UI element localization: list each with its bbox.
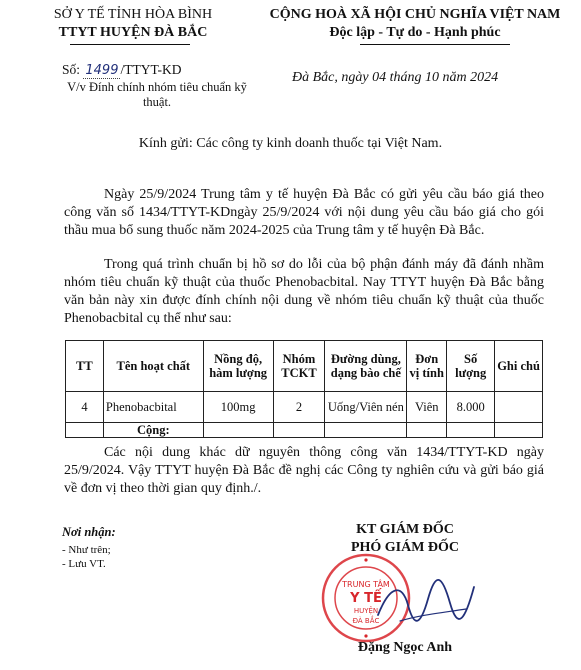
total-cell-empty: [407, 423, 447, 438]
cell-route: Uống/Viên nén: [325, 392, 407, 423]
deputy-title: PHÓ GIÁM ĐỐC: [350, 540, 460, 555]
date-line: Đà Bắc, ngày 04 tháng 10 năm 2024: [292, 70, 499, 85]
seal-top-text: TRUNG TÂM: [342, 580, 390, 589]
total-cell-empty: [325, 423, 407, 438]
cell-tt: 4: [66, 392, 104, 423]
seal-sub-text: HUYỆN: [353, 607, 379, 615]
col-header-tt: TT: [66, 341, 104, 392]
paragraph-3: Các nội dung khác dữ nguyên thông công văn 1434/TTYT-KD ngày 25/9/2024. Vậy TTYT huyện Đà Bắc đề nghị các Công ty nghiên cứu và gửi báo giá về đơn vị theo thời gian quy định./.: [64, 445, 544, 496]
recipient-item: - Lưu VT.: [62, 558, 106, 570]
issuer-block: [28, 6, 238, 42]
org-parent: SỞ Y TẾ TỈNH HÒA BÌNH: [53, 7, 213, 22]
col-header-name: Tên hoạt chất: [103, 341, 203, 392]
document-number: [62, 62, 181, 78]
total-cell-empty: [66, 423, 104, 438]
col-header-unit: Đơn vị tính: [407, 341, 447, 392]
total-cell-empty: [203, 423, 273, 438]
col-header-strength: Nồng độ, hàm lượng: [203, 341, 273, 392]
col-header-group: Nhóm TCKT: [273, 341, 325, 392]
cell-qty: 8.000: [447, 392, 495, 423]
cell-note: [495, 392, 543, 423]
seal-middle-text: Y TẾ: [350, 591, 382, 606]
handwritten-signature: [370, 565, 480, 635]
document-subject: V/v Đính chính nhóm tiêu chuẩn kỹ thuật.: [67, 80, 247, 109]
recipients-title: Nơi nhận:: [62, 525, 116, 539]
total-cell-empty: [495, 423, 543, 438]
table-row: [66, 392, 543, 423]
paragraph-2: Trong quá trình chuẩn bị hồ sơ do lỗi của bộ phận đánh máy đã đánh nhầm nhóm tiêu chuẩn kỹ thuật của thuốc Phenobacbital. Nay TTYT huyện Đà Bắc bằng văn bản này xin được đính chính nội dung về nhóm tiêu chuẩn kỹ thuật của thuốc Phenobacbital cụ thể như sau:: [64, 257, 544, 326]
so-label: Số:: [62, 62, 81, 77]
col-header-route: Đường dùng, dạng bào chế: [325, 341, 407, 392]
paragraph-1: Ngày 25/9/2024 Trung tâm y tế huyện Đà Bắc có gửi yêu cầu báo giá theo công văn số 1434/TTYT-KDngày 25/9/2024 với nội dung yêu cầu báo giá cho gói thầu mua bổ sung thuốc năm 2024-2025 của Trung tâm y tế huyện Đà Bắc.: [64, 187, 544, 238]
cell-name: Phenobacbital: [103, 392, 203, 423]
nation-title: CỘNG HOÀ XÃ HỘI CHỦ NGHĨA VIỆT NAM: [269, 7, 561, 22]
total-cell-empty: [273, 423, 325, 438]
table-header-row: [66, 341, 543, 392]
issuer-underline: [70, 44, 190, 45]
org-name: TTYT HUYỆN ĐÀ BẮC: [58, 25, 208, 40]
table-total-row: [66, 423, 543, 438]
col-header-note: Ghi chú: [495, 341, 543, 392]
col-header-qty: Số lượng: [447, 341, 495, 392]
cell-unit: Viên: [407, 392, 447, 423]
so-suffix: /TTYT-KD: [120, 62, 182, 77]
cell-strength: 100mg: [203, 392, 273, 423]
total-cell-empty: [447, 423, 495, 438]
cell-group: 2: [273, 392, 325, 423]
seal-bottom-text: ĐÀ BẮC: [352, 617, 380, 625]
national-heading: [250, 6, 580, 42]
motto-underline: [360, 44, 510, 45]
drug-table: [65, 340, 543, 438]
kt-line: KT GIÁM ĐỐC: [356, 522, 454, 537]
handwritten-number: 1499: [85, 63, 119, 78]
recipient-line: Kính gửi: Các công ty kinh doanh thuốc tại Việt Nam.: [138, 136, 443, 151]
motto: Độc lập - Tự do - Hạnh phúc: [329, 25, 501, 40]
total-label: Cộng:: [103, 423, 203, 438]
signer-name: Đặng Ngọc Anh: [357, 640, 453, 655]
recipient-item: - Như trên;: [62, 544, 111, 556]
